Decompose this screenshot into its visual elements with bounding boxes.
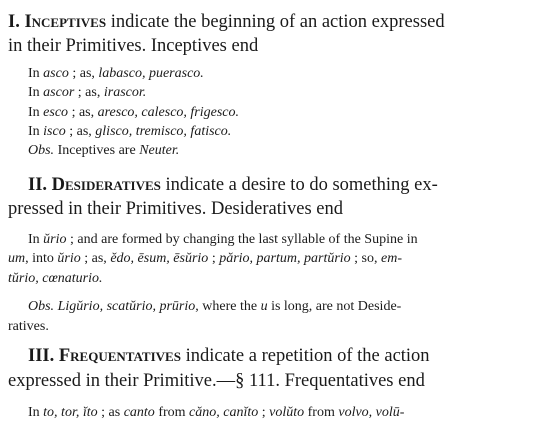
row-examples: glisco, tremisco, fatisco. [95,124,232,139]
obs-label: Obs. [28,299,55,314]
text-run: ; as, [80,251,111,266]
inceptives-observation [28,144,179,158]
obs-emphasis: Neuter. [139,143,180,158]
inceptive-row [28,67,204,81]
row-mid: ; as, [68,66,99,81]
frequentatives-row [28,406,404,420]
row-examples: aresco, calesco, frigesco. [97,105,240,120]
text-run: to, tor, ĭto [43,405,98,420]
desideratives-term: Desideratives [51,175,161,195]
text-run: um [8,251,26,266]
text-run: , where the [195,299,261,314]
text-run: is long, are not Deside- [267,299,402,314]
row-prefix: In [28,66,44,81]
text-run: ŭrio [57,251,81,266]
inceptives-heading-text: indicate the beginning of an action expressed [110,12,445,32]
text-run: ; as [97,405,124,420]
inceptive-row [28,86,146,100]
row-ending: ascor [43,85,75,100]
text-run: volvo, volū- [338,405,405,420]
text-run: Ligŭrio, scatŭrio, prūrio [57,299,196,314]
inceptives-heading-line1 [8,13,445,32]
desideratives-para1-line1 [28,233,418,247]
text-run: ; [208,251,220,266]
desideratives-heading-text: indicate a desire to do something ex- [165,175,438,195]
text-run: ; so, [350,251,382,266]
frequentatives-heading-text: indicate a repetition of the action [185,346,430,366]
row-prefix: In [28,124,44,139]
row-ending: esco [43,105,69,120]
text-run: ; [258,405,270,420]
row-mid: ; as, [68,105,98,120]
text-run: căno, canĭto [189,405,259,420]
text-run: tŭrio, cœnaturio. [8,271,103,286]
row-mid: ; as, [74,85,104,100]
inceptive-row [28,125,231,139]
text-run: em- [381,251,403,266]
frequentatives-heading-line2: expressed in their Primitive.—§ 111. Frequentatives end [8,371,425,391]
obs-label: Obs. [28,143,55,158]
row-prefix: In [28,85,44,100]
text-run: u [260,299,268,314]
inceptives-heading-line2: in their Primitives. Inceptives end [8,36,259,56]
row-examples: labasco, puerasco. [98,66,204,81]
row-ending: asco [43,66,69,81]
desideratives-heading-line2: pressed in their Primitives. Desideratives end [8,199,343,219]
desideratives-para1-line2 [8,252,402,266]
text-run: părio, partum, partŭrio [219,251,351,266]
text-run: volŭto [269,405,305,420]
row-prefix: In [28,105,44,120]
text-run: ŭrio [43,232,67,247]
desideratives-para1-line3 [8,272,103,286]
inceptive-row [28,106,239,120]
desideratives-number: II. [28,175,48,195]
frequentatives-heading-line1 [28,347,430,366]
desideratives-observation-line2: ratives. [8,319,49,334]
row-ending: isco [43,124,66,139]
desideratives-heading-line1 [28,176,438,195]
text-run: ĕdo, ēsum, ēsŭrio [110,251,209,266]
inceptives-number: I. [8,12,20,32]
text-run: from [154,405,190,420]
frequentatives-number: III. [28,346,55,366]
row-mid: ; as, [65,124,96,139]
text-run: canto [123,405,155,420]
row-examples: irascor. [103,85,147,100]
text-run: , into [25,251,58,266]
text-run: from [304,405,339,420]
text-run: In [28,405,44,420]
obs-text: Inceptives are [54,143,140,158]
inceptives-term: Inceptives [24,12,107,32]
text-run: ; and are formed by changing the last syllable of the Supine in [66,232,418,247]
frequentatives-term: Frequentatives [58,346,181,366]
text-run: In [28,232,44,247]
desideratives-observation-line1 [28,300,401,314]
